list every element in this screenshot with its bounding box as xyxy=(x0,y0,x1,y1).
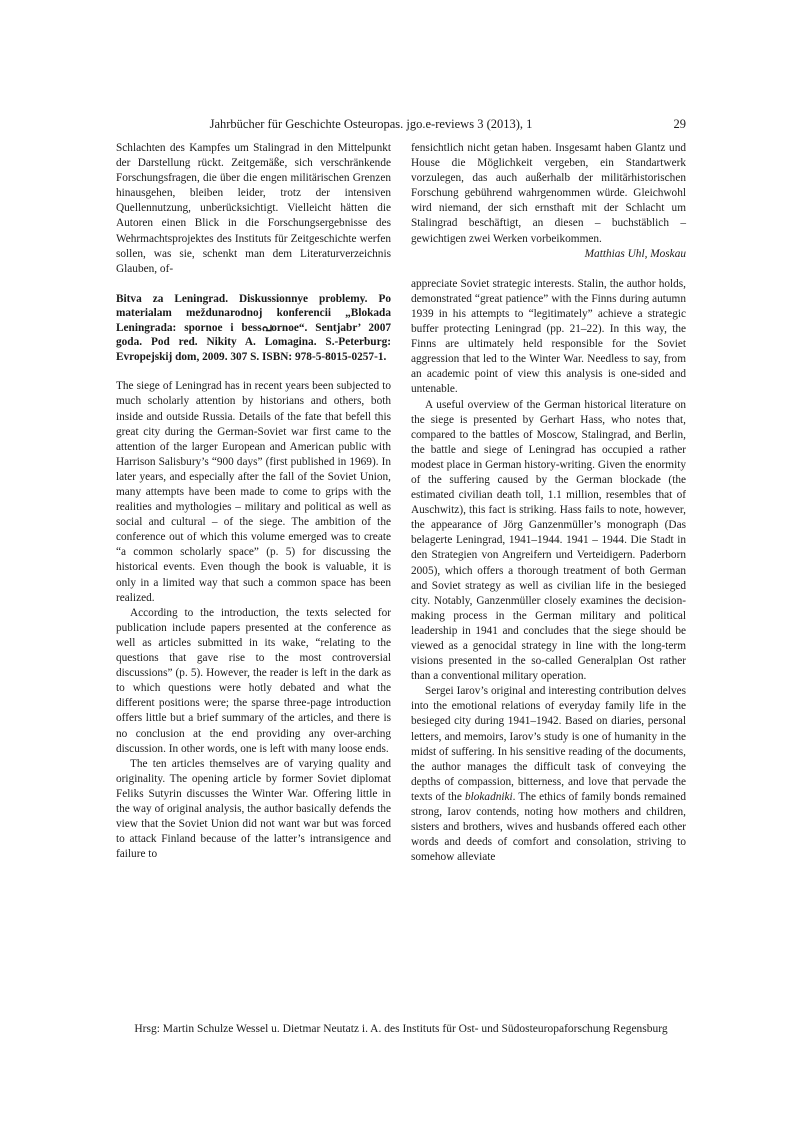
page-footer: Hrsg: Martin Schulze Wessel u. Dietmar Neutatz i. A. des Instituts für Ost- und Südosteuropaforschung Regensburg xyxy=(134,1023,668,1035)
right-column xyxy=(411,141,686,865)
left-column xyxy=(116,141,391,862)
page-number: 29 xyxy=(673,117,686,131)
body-paragraph: appreciate Soviet strategic interests. Stalin, the author holds, demonstrated “great patience” with the Finns during autumn 1939 in his attempts to “legitimately” achieve a strategic buffer protecting Leningrad (pp. 21–22). In this way, the Finns are ultimately held responsible for the Soviet aggression that led to the Winter War. Needless to say, from an academic point of view this analysis is one-sided and untenable. xyxy=(411,277,686,396)
paragraph-text: . The ethics of family bonds remained strong, Iarov contends, noting how mothers and children, sisters and brothers, wives and husbands offered each other words and deeds of comfort and consolation, striving to somehow alleviate xyxy=(411,790,686,864)
body-paragraph: The siege of Leningrad has in recent years been subjected to much scholarly attention by historians and others, both inside and outside Russia. Details of the fate that befell this great city during the German-Soviet war first came to the attention of the larger European and American public with Harrison Salisbury’s “900 days” (first published in 1969). In later years, and especially after the fall of the Soviet Union, many attempts have been made to come to grips with the realities and mythologies – military and political as well as social and cultural – of the siege. The ambition of the conference out of which this volume emerged was to create “a common scholarly space” (p. 5) for discussing the historical events. Even though the book is valuable, it is only in a limited way that such a common space has been realized. xyxy=(116,380,391,604)
reviewer-signature: Matthias Uhl, Moskau xyxy=(584,247,686,260)
paragraph-text: Sergei Iarov’s original and interesting contribution delves into the emotional relations of everyday family life in the besieged city during 1941–1942. Based on diaries, personal letters, and memoirs, Iarov’s study is one of humanity in the midst of suffering. In his sensitive reading of the documents, the author manages the difficult task of conveying the depths of compassion, bitterness, and love that pervade the texts of the xyxy=(411,685,686,803)
running-header xyxy=(116,116,686,136)
journal-title: Jahrbücher für Geschichte Osteuropas. jgo.e-reviews 3 (2013), 1 xyxy=(209,117,533,131)
review-continuation-paragraph: fensichtlich nicht getan haben. Insgesamt haben Glantz und House die Möglichkeit vergeben, ein Standartwerk vorzulegen, das auch außerhalb der militärhistorischen Forschung gebührend wahrgenommen würde. Gleichwohl wird niemand, der sich ernsthaft mit der Schlacht um Stalingrad beschäftigt, an diesen – buchstäblich – gewichtigen zwei Werken vorbeikommen. xyxy=(411,142,686,245)
review-heading: Bitva za Leningrad. Diskussionnye problemy. Po materialam meždunarodnoj konferencii „Blokada Leningrada: spornoe i bessപornoe“. Sentjabr’ 2007 goda. Pod red. Nikity A. Lomagina. S.-Peterburg: Evropejskij dom, 2009. 307 S. ISBN: 978-5-8015-0257-1. xyxy=(116,292,391,363)
review-continuation-paragraph: Schlachten des Kampfes um Stalingrad in den Mittelpunkt der Darstellung rückt. Zeitgemäße, sich verschränkende Forschungsfragen, die über die engen militärischen Grenzen hinausgehen, bleiben leider, trotz der intensiven Quellennutzung, unberücksichtigt. Vielleicht hätten die Autoren einen Blick in die Forschungsergebnisse des Wehrmachtsprojektes des Instituts für Zeitgeschichte werfen sollen, was sie, schenkt man dem Literaturverzeichnis Glauben, of- xyxy=(116,142,391,275)
body-paragraph: A useful overview of the German historical literature on the siege is presented by Gerhart Hass, who notes that, compared to the battles of Moscow, Stalingrad, and Berlin, the battle and siege of Leningrad has occupied a rather modest place in German history-writing. Given the enormity of the suffering caused by the German blockade (the estimated civilian death toll, 1.1 million, resembles that of Auschwitz), this fact is striking. Hass fails to note, however, the appearance of Jörg Ganzenmüller’s monograph (Das belagerte Leningrad, 1941–1944. 1941 – 1944. Die Stadt in den Strategien von Angreifern und Verteidigern. Paderborn 2005), which offers a thorough treatment of both German and Soviet strategy as well as civilian life in the besieged city. Notably, Ganzenmüller closely examines the decision-making process in the German military and political leadership in 1941 and concludes that the siege should be viewed as a genocidal strategy in line with the long-term visions presented in the so-called Generalplan Ost rather than a conventional military operation. xyxy=(411,398,686,683)
body-paragraph xyxy=(411,684,686,865)
body-paragraph: The ten articles themselves are of varying quality and originality. The opening article by former Soviet diplomat Feliks Sutyrin discusses the Winter War. Offering little in the way of original analysis, the author basically defends the view that the Soviet Union did not want war but was forced to attack Finland because of the latter’s intransigence and failure to xyxy=(116,757,391,861)
italic-term: blokadniki xyxy=(464,790,513,803)
body-paragraph: According to the introduction, the texts selected for publication include papers presented at the conference as well as articles submitted in its wake, “relating to the questions that gave rise to the most controversial discussions” (p. 5). However, the reader is left in the dark as to which questions were hotly debated and what the different positions were; the sparse three-page introduction offers little but a brief summary of the articles, and there is no conclusion at the end providing any over-arching discussion. In other words, one is left with many loose ends. xyxy=(116,606,391,755)
